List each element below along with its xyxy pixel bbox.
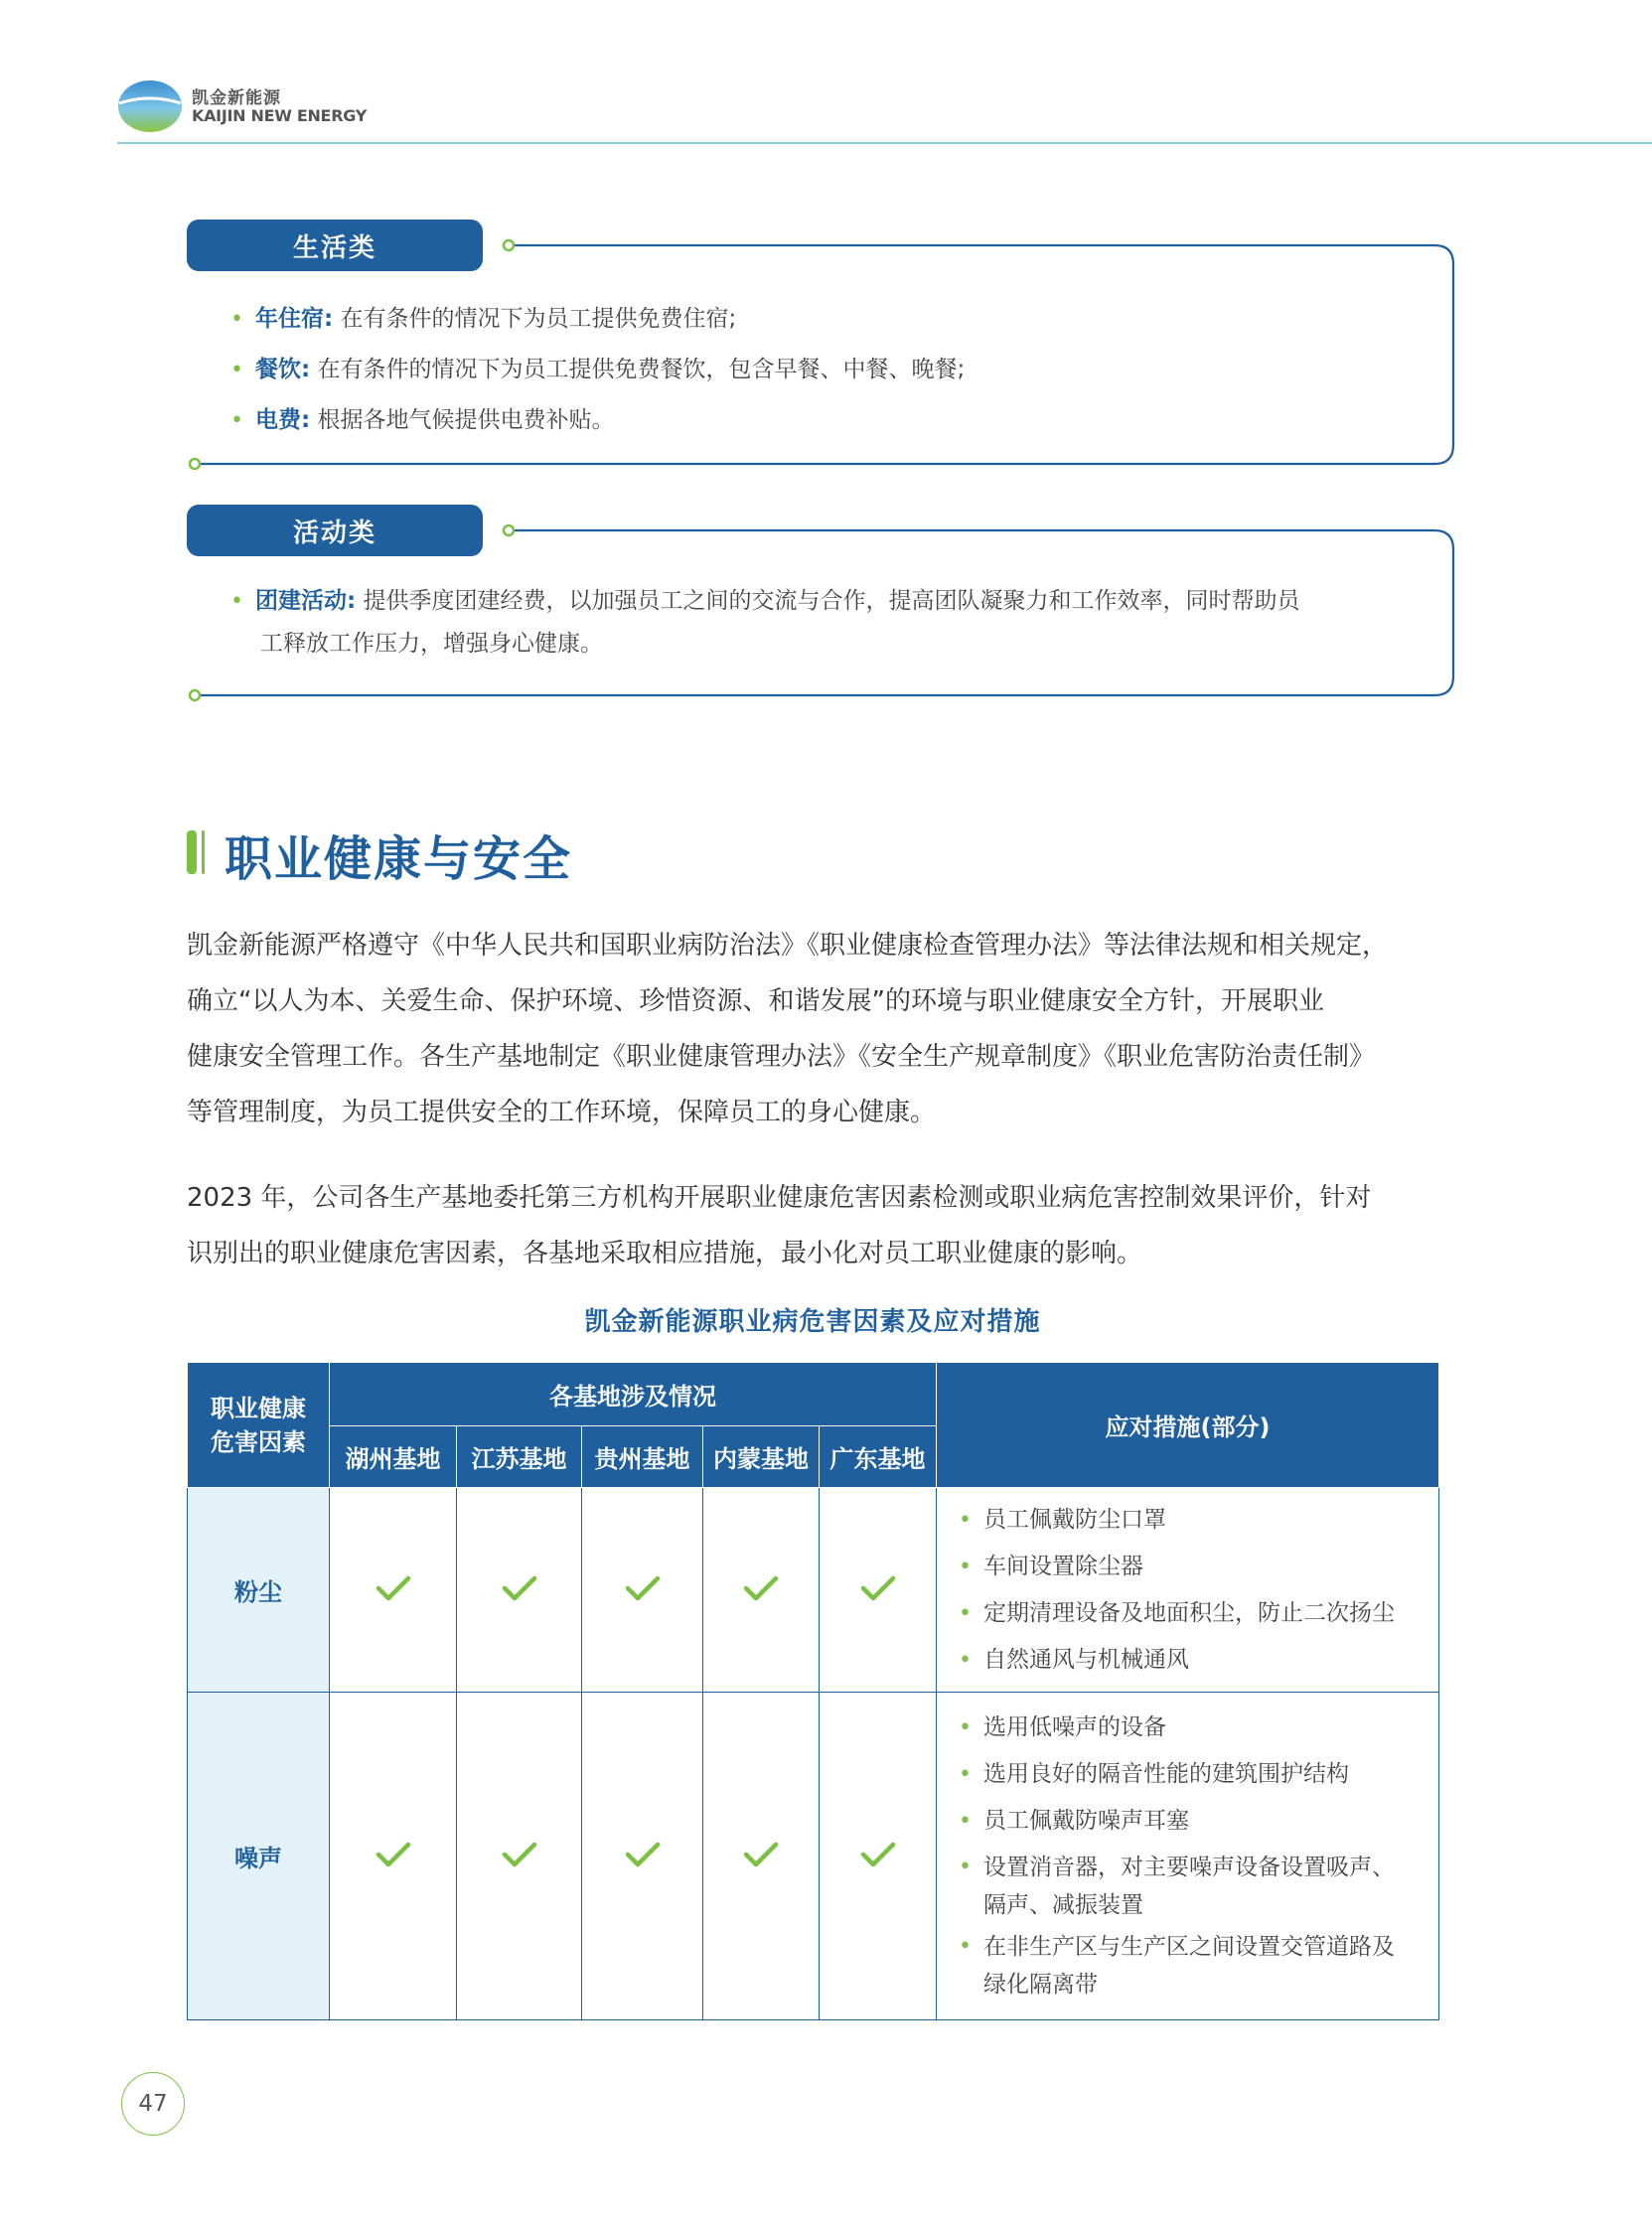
list-item: • 年住宿: 在有条件的情况下为员工提供免费住宿; <box>230 306 737 332</box>
check-icon <box>703 1488 820 1693</box>
hazard-table <box>187 1362 1439 2020</box>
bullet-icon: • <box>959 1647 972 1673</box>
bullet-icon: • <box>230 358 243 382</box>
section-title: 职业健康与安全 <box>225 831 573 887</box>
bullet-icon: • <box>230 408 243 433</box>
check-icon <box>330 1488 457 1693</box>
section-marker-thin <box>202 830 205 874</box>
bullet-icon: • <box>959 1554 972 1579</box>
table-row <box>188 1488 1439 1693</box>
list-item: • 自然通风与机械通风 <box>959 1646 1189 1673</box>
table-title: 凯金新能源职业病危害因素及应对措施 <box>584 1307 1041 1337</box>
header-base-neimeng: 内蒙基地 <box>703 1426 820 1488</box>
bullet-icon: • <box>959 1809 972 1834</box>
logo-text-en: KAIJIN NEW ENERGY <box>192 106 367 125</box>
bullet-icon: • <box>959 1762 972 1787</box>
list-item: • 在非生产区与生产区之间设置交管道路及 绿化隔离带 <box>937 1928 1438 2004</box>
check-icon <box>703 1693 820 2020</box>
header-factor: 职业健康 危害因素 <box>188 1363 330 1488</box>
factor-dust: 粉尘 <box>188 1488 330 1693</box>
bullet-icon: • <box>230 307 243 332</box>
activity-benefits-list <box>230 580 1300 665</box>
list-item: • 团建活动: 提供季度团建经费，以加强员工之间的交流与合作，提高团队凝聚力和工作效率，同时帮助员 <box>230 588 1300 614</box>
bullet-icon: • <box>959 1507 972 1533</box>
check-icon <box>330 1693 457 2020</box>
list-item: • 员工佩戴防尘口罩 <box>959 1506 1166 1533</box>
bullet-icon: • <box>959 1855 972 1879</box>
header-base-jiangsu: 江苏基地 <box>457 1426 582 1488</box>
measures-noise <box>937 1693 1439 2020</box>
bullet-icon: • <box>959 1715 972 1740</box>
list-item: • 选用低噪声的设备 <box>959 1714 1166 1740</box>
logo-text-cn: 凯金新能源 <box>192 88 281 108</box>
list-item-continuation: 工释放工作压力，增强身心健康。 <box>260 631 603 657</box>
factor-noise: 噪声 <box>188 1693 330 2020</box>
bullet-icon: • <box>230 589 243 614</box>
check-icon <box>457 1693 582 2020</box>
list-item: • 员工佩戴防噪声耳塞 <box>959 1808 1189 1834</box>
check-icon <box>820 1693 937 2020</box>
page-number: 47 <box>121 2072 185 2136</box>
bullet-icon: • <box>959 1934 972 1959</box>
header-bases-group: 各基地涉及情况 <box>330 1363 937 1426</box>
section-marker <box>187 830 197 874</box>
measures-paragraph: 2023 年，公司各生产基地委托第三方机构开展职业健康危害因素检测或职业病危害控制效果评价，针对 识别出的职业健康危害因素，各基地采取相应措施，最小化对员工职业健康的影响。 <box>187 1183 1372 1268</box>
header-base-huzhou: 湖州基地 <box>330 1426 457 1488</box>
measures-dust <box>937 1488 1439 1693</box>
list-item: • 选用良好的隔音性能的建筑围护结构 <box>959 1761 1349 1787</box>
check-icon <box>582 1693 703 2020</box>
header-base-guizhou: 贵州基地 <box>582 1426 703 1488</box>
intro-paragraph: 凯金新能源严格遵守《中华人民共和国职业病防治法》《职业健康检查管理办法》等法律法规和相关规定， 确立“以人为本、关爱生命、保护环境、珍惜资源、和谐发展”的环境与职业健康安全方针，开展职业 健康安全管理工作。各生产基地制定《职业健康管理办法》《安全生产规章制度》《职业危害防治责任制》 等管理制度，为员工提供安全的工作环境，保障员工的身心健康。 <box>187 931 1389 1127</box>
list-item: • 餐饮: 在有条件的情况下为员工提供免费餐饮，包含早餐、中餐、晚餐; <box>230 357 966 382</box>
living-benefits-list <box>230 298 965 442</box>
list-item: • 电费: 根据各地气候提供电费补贴。 <box>230 407 615 433</box>
header-measures: 应对措施(部分) <box>937 1363 1439 1488</box>
header-base-guangdong: 广东基地 <box>820 1426 937 1488</box>
category-title-activity: 活动类 <box>187 505 483 556</box>
list-item: • 车间设置除尘器 <box>959 1553 1143 1579</box>
list-item: • 定期清理设备及地面积尘，防止二次扬尘 <box>959 1599 1395 1626</box>
table-row <box>188 1693 1439 2020</box>
category-title-living: 生活类 <box>187 220 483 271</box>
bullet-icon: • <box>959 1600 972 1626</box>
check-icon <box>582 1488 703 1693</box>
check-icon <box>820 1488 937 1693</box>
list-item: • 设置消音器，对主要噪声设备设置吸声、 隔声、减振装置 <box>937 1849 1438 1924</box>
check-icon <box>457 1488 582 1693</box>
